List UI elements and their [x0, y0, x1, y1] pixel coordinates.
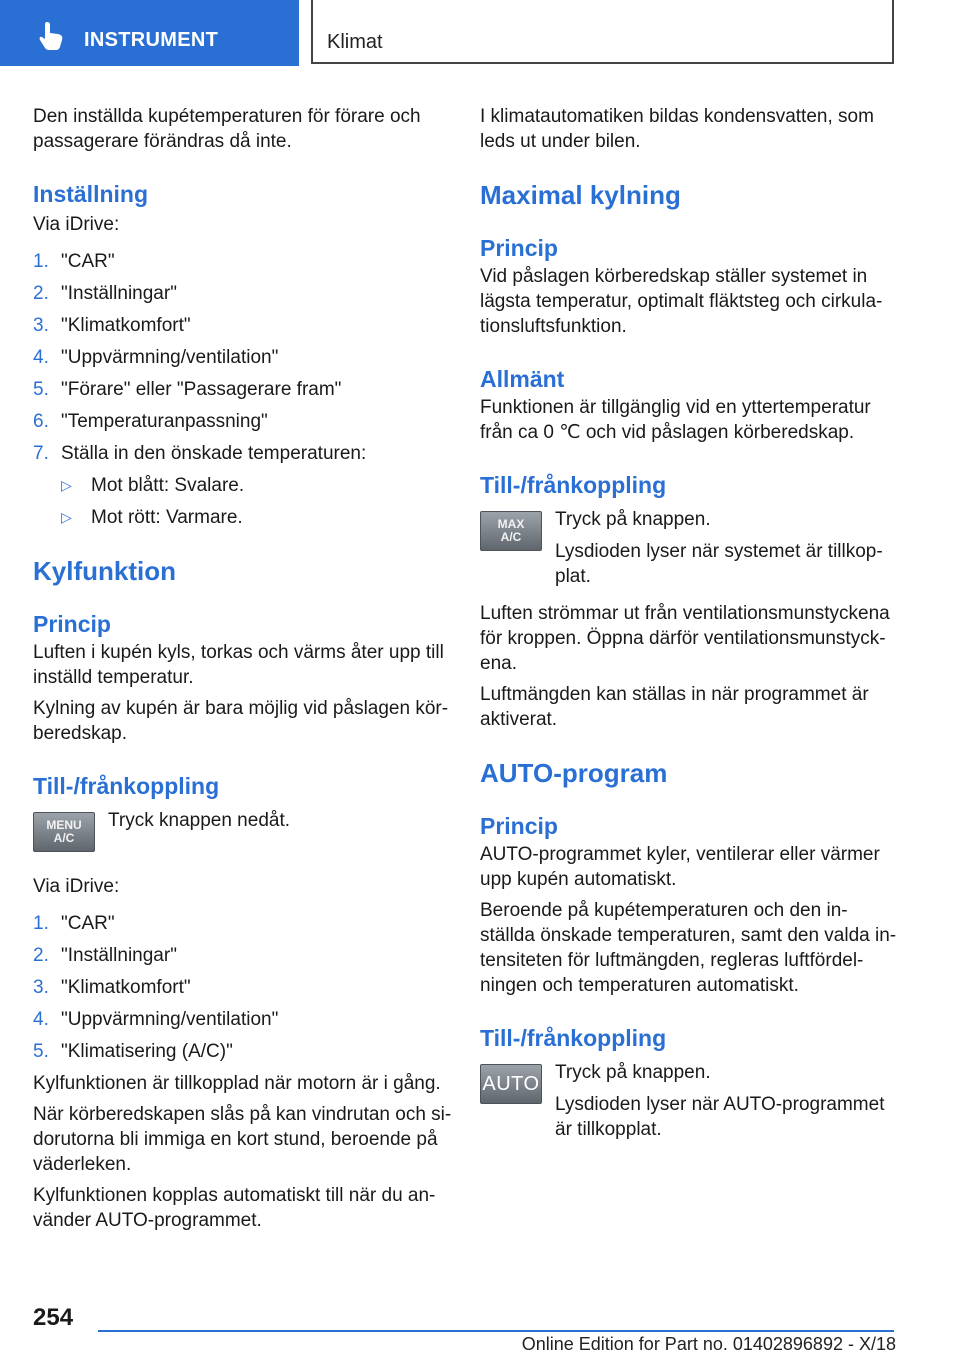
list-item: ▷ Mot rött: Varmare.: [61, 507, 243, 528]
right-column: [480, 104, 900, 1142]
triangle-bullet-icon: ▷: [61, 477, 72, 493]
list-item: 6. "Temperaturanpassning": [33, 411, 268, 432]
menu-ac-button-icon: MENU A/C: [33, 812, 95, 852]
auto-button-icon: AUTO: [480, 1064, 542, 1104]
via-idrive-label: Via iDrive:: [33, 214, 120, 235]
max-principle-heading: Princip: [480, 235, 558, 261]
settings-steps: [33, 249, 453, 466]
list-item: 3. "Klimatkomfort": [33, 315, 191, 336]
settings-heading: Inställning: [33, 181, 148, 207]
via-idrive-label-2: Via iDrive:: [33, 876, 120, 897]
list-item: 2. "Inställningar": [33, 283, 177, 304]
list-item: 3. "Klimatkomfort": [33, 977, 191, 998]
auto-cooling-text: Kylfunktionen kopplas automatiskt till när du an-vänder AUTO-programmet.: [33, 1185, 436, 1231]
list-item: 1. "CAR": [33, 251, 115, 272]
cooling-heading: Kylfunktion: [33, 556, 176, 586]
menu-ac-row: [33, 808, 453, 874]
list-item: ▷ Mot blått: Svalare.: [61, 475, 245, 496]
triangle-bullet-icon: ▷: [61, 509, 72, 525]
airflow-text: Luften strömmar ut från ventilationsmunstyckena för kroppen. Öppna därför ventilationsmunstyck-ena.: [480, 603, 890, 674]
max-ac-row: [480, 507, 900, 589]
toggle-heading: Till-/frånkoppling: [33, 773, 220, 799]
auto-principle-text-2: Beroende på kupétemperaturen och den in-ställda önskade temperaturen, samt den valda in-tensiteten för luftmängden, regleras luftfördel-ningen och temperaturen automatiskt.: [480, 900, 897, 996]
max-toggle-text-2: Lysdioden lyser när systemet är tillkop-plat.: [555, 541, 883, 587]
max-toggle-text-1: Tryck på knappen.: [555, 509, 711, 530]
air-volume-text: Luftmängden kan ställas in när programmet är aktiverat.: [480, 684, 869, 730]
list-item: 5. "Förare" eller "Passagerare fram": [33, 379, 342, 400]
chapter-label: Klimat: [327, 31, 383, 53]
page-number: 254: [33, 1304, 74, 1331]
max-principle-text: Vid påslagen körberedskap ställer systemet in lägsta temperatur, optimalt fläktsteg och cirkula-tionsluftsfunktion.: [480, 266, 883, 337]
list-item: 4. "Uppvärmning/ventilation": [33, 1009, 279, 1030]
auto-toggle-text-2: Lysdioden lyser när AUTO-programmet är tillkopplat.: [555, 1094, 885, 1140]
general-heading: Allmänt: [480, 366, 565, 392]
list-item: 2. "Inställningar": [33, 945, 177, 966]
intro-text: Den inställda kupétemperaturen för förare och passagerare förändras då inte.: [33, 106, 421, 152]
section-tab[interactable]: [0, 0, 299, 66]
auto-principle-heading: Princip: [480, 813, 558, 839]
auto-row: [480, 1060, 900, 1142]
left-column: [33, 104, 453, 1233]
ac-steps: [33, 911, 453, 1064]
principle-text-1: Luften i kupén kyls, torkas och värms åter upp till inställd temperatur.: [33, 642, 444, 688]
auto-toggle-heading: Till-/frånkoppling: [480, 1025, 667, 1051]
principle-text-2: Kylning av kupén är bara möjlig vid påslagen kör-beredskap.: [33, 698, 449, 744]
max-ac-button-icon: MAX A/C: [480, 511, 542, 551]
principle-heading: Princip: [33, 611, 111, 637]
general-text: Funktionen är tillgänglig vid en yttertemperatur från ca 0 ℃ och vid påslagen körberedskap.: [480, 397, 871, 443]
condensate-intro: I klimatautomatiken bildas kondensvatten, som leds ut under bilen.: [480, 106, 874, 152]
list-item: 1. "CAR": [33, 913, 115, 934]
auto-program-heading: AUTO-program: [480, 758, 668, 788]
max-cooling-heading: Maximal kylning: [480, 180, 681, 210]
cooling-on-text: Kylfunktionen är tillkopplad när motorn är i gång.: [33, 1073, 441, 1094]
chapter-tab[interactable]: [311, 0, 894, 64]
auto-principle-text-1: AUTO-programmet kyler, ventilerar eller värmer upp kupén automatiskt.: [480, 844, 880, 890]
list-item: 4. "Uppvärmning/ventilation": [33, 347, 279, 368]
edition-text: Online Edition for Part no. 01402896892 - X/18: [521, 1334, 896, 1354]
section-label: INSTRUMENT: [84, 29, 219, 51]
temperature-bullets: [33, 473, 453, 530]
hand-pointer-icon: [38, 20, 66, 50]
toggle-text: Tryck knappen nedåt.: [108, 810, 291, 831]
auto-toggle-text-1: Tryck på knappen.: [555, 1062, 711, 1083]
footer-divider: [98, 1330, 894, 1332]
list-item: 7. Ställa in den önskade temperaturen:: [33, 443, 367, 464]
condensation-text: När körberedskapen slås på kan vindrutan och si-dorutorna bli immiga en kort stund, beroende på väderleken.: [33, 1104, 452, 1175]
list-item: 5. "Klimatisering (A/C)": [33, 1041, 233, 1062]
max-toggle-heading: Till-/frånkoppling: [480, 472, 667, 498]
